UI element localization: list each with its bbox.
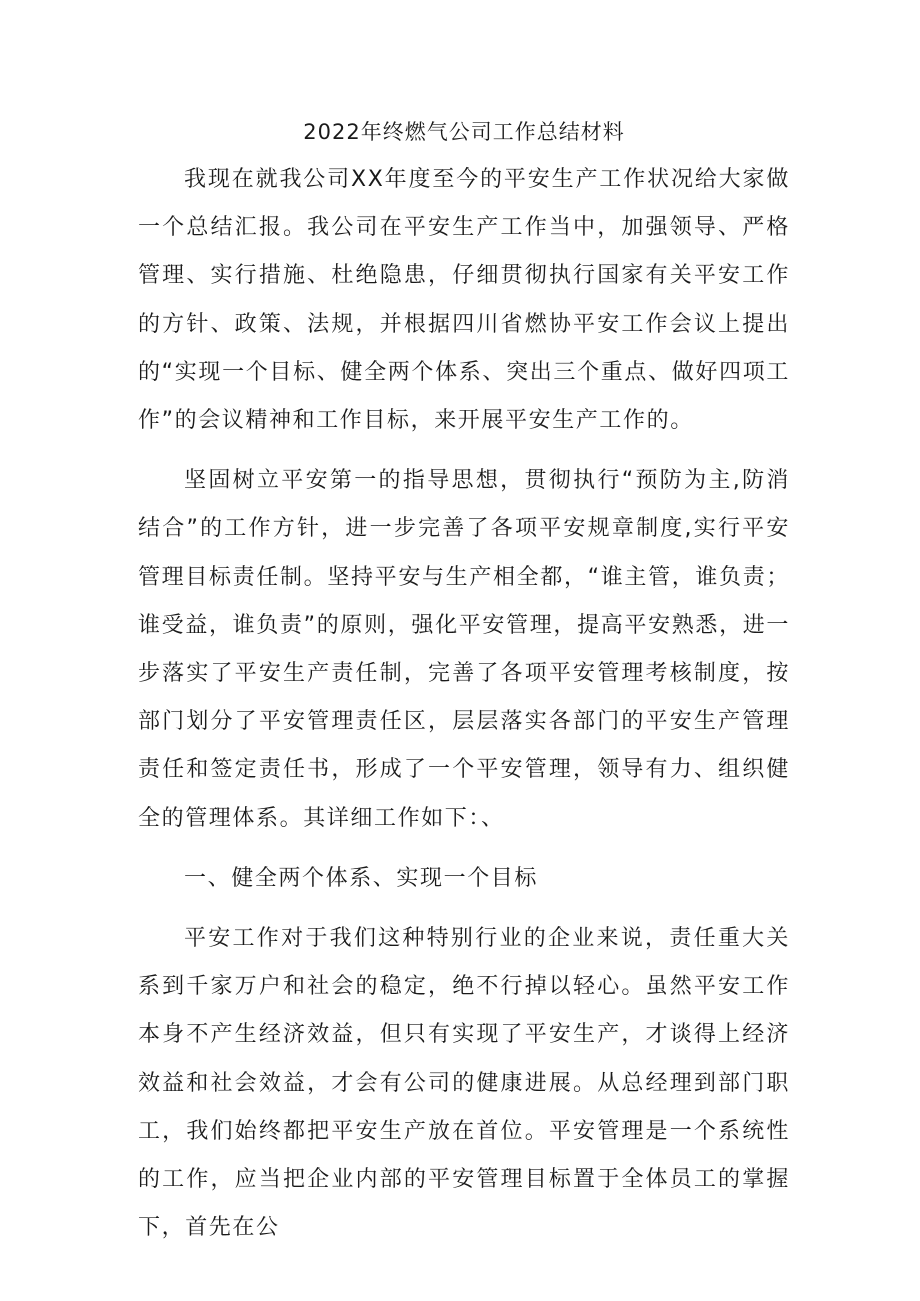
paragraph-spacer xyxy=(138,843,790,855)
paragraph-spacer xyxy=(138,445,790,457)
section-heading-1: 一、健全两个体系、实现一个目标 xyxy=(184,865,539,891)
document-title: 2022年终燃气公司工作总结材料 xyxy=(303,120,625,144)
paragraph-section-1: 平安工作对于我们这种特别行业的企业来说，责任重大关系到千家万户和社会的稳定，绝不行掉以轻心。虽然平安工作本身不产生经济效益，但只有实现了平安生产，才谈得上经济效益和社会效益，才会有公司的健康进展。从总经理到部门职工，我们始终都把平安生产放在首位。平安管理是一个系统性的工作，应当把企业内部的平安管理目标置于全体员工的掌握下，首先在公 xyxy=(138,926,790,1241)
paragraph-intro: 我现在就我公司XX年度至今的平安生产工作状况给大家做一个总结汇报。我公司在平安生产工作当中，加强领导、严格管理、实行措施、杜绝隐患，仔细贯彻执行国家有关平安工作的方针、政策、法规，并根据四川省燃协平安工作会议上提出的“实现一个目标、健全两个体系、突出三个重点、做好四项工作”的会议精神和工作目标，来开展平安生产工作的。 xyxy=(138,167,790,434)
document-body xyxy=(138,112,790,1252)
paragraph-spacer xyxy=(138,903,790,915)
paragraph-safety-policy: 坚固树立平安第一的指导思想，贯彻执行“预防为主,防消结合”的工作方针，进一步完善了各项平安规章制度,实行平安管理目标责任制。坚持平安与生产相全都，“谁主管，谁负责；谁受益，谁负责”的原则，强化平安管理，提高平安熟悉，进一步落实了平安生产责任制，完善了各项平安管理考核制度，按部门划分了平安管理责任区，层层落实各部门的平安生产管理责任和签定责任书，形成了一个平安管理，领导有力、组织健全的管理体系。其详细工作如下：、 xyxy=(138,468,790,831)
